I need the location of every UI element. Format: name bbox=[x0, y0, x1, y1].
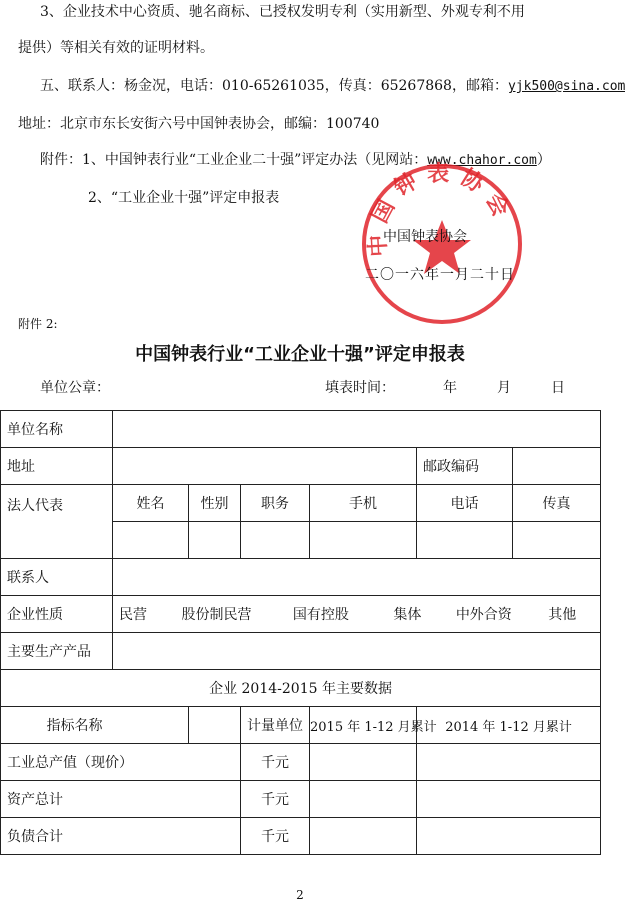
address-field[interactable] bbox=[113, 448, 417, 485]
indicator-unit: 千元 bbox=[241, 818, 310, 855]
rep-position-field[interactable] bbox=[241, 522, 310, 559]
address-label: 地址 bbox=[1, 448, 113, 485]
rep-col-position: 职务 bbox=[241, 485, 310, 522]
indicator-row bbox=[1, 781, 601, 818]
indicator-name: 工业总产值（现价） bbox=[1, 744, 241, 781]
rep-col-phone: 电话 bbox=[417, 485, 513, 522]
data-section-title: 企业 2014-2015 年主要数据 bbox=[1, 670, 601, 707]
indicator-name: 资产总计 bbox=[1, 781, 241, 818]
rep-mobile-field[interactable] bbox=[310, 522, 417, 559]
indicator-unit: 千元 bbox=[241, 744, 310, 781]
nature-option-private[interactable]: 民营 bbox=[119, 607, 147, 623]
indicator-name-header: 指标名称 bbox=[1, 707, 189, 744]
nature-option-collective[interactable]: 集体 bbox=[393, 607, 422, 623]
nature-options bbox=[113, 596, 601, 633]
contact-label: 联系人 bbox=[1, 559, 113, 596]
nature-label: 企业性质 bbox=[1, 596, 113, 633]
postal-code-field[interactable] bbox=[513, 448, 601, 485]
rep-fax-field[interactable] bbox=[513, 522, 601, 559]
year-2014-header: 2014 年 1-12 月累计 bbox=[417, 707, 601, 744]
attachment1-prefix: 附件：1、中国钟表行业“工业企业二十强”评定办法（见网站： bbox=[40, 152, 428, 168]
item3-line1: 3、企业技术中心资质、驰名商标、已授权发明专利（实用新型、外观专利不用 bbox=[40, 4, 525, 20]
unit-header-spacer bbox=[189, 707, 241, 744]
item3-line2: 提供）等相关有效的证明材料。 bbox=[18, 40, 214, 56]
contact-row bbox=[1, 559, 601, 596]
unit-header: 计量单位 bbox=[241, 707, 310, 744]
rep-gender-field[interactable] bbox=[189, 522, 241, 559]
legal-rep-header-row bbox=[1, 485, 601, 522]
unit-name-row bbox=[1, 411, 601, 448]
rep-col-fax: 传真 bbox=[513, 485, 601, 522]
fill-time-label: 填表时间： bbox=[325, 380, 395, 396]
indicator-2014-field[interactable] bbox=[417, 744, 601, 781]
address-row bbox=[1, 448, 601, 485]
rep-col-mobile: 手机 bbox=[310, 485, 417, 522]
day-label: 日 bbox=[551, 380, 565, 396]
year-2015-header: 2015 年 1-12 月累计 bbox=[310, 707, 417, 744]
contact-prefix: 五、联系人：杨金况，电话：010-65261035，传真：65267868，邮箱： bbox=[40, 78, 508, 94]
seal-text: 中国钟表协会 bbox=[365, 161, 517, 258]
signature-date: 二〇一六年一月二十日 bbox=[365, 267, 515, 283]
contact-email[interactable]: yjk500@sina.com bbox=[507, 79, 625, 94]
main-products-row bbox=[1, 633, 601, 670]
attachment2-line: 2、“工业企业十强”评定申报表 bbox=[88, 190, 280, 206]
indicator-2014-field[interactable] bbox=[417, 818, 601, 855]
legal-rep-label: 法人代表 bbox=[1, 485, 113, 559]
rep-col-name: 姓名 bbox=[113, 485, 189, 522]
month-label: 月 bbox=[497, 380, 511, 396]
indicator-2015-field[interactable] bbox=[310, 744, 417, 781]
contact-field[interactable] bbox=[113, 559, 601, 596]
indicator-header-row bbox=[1, 707, 601, 744]
main-products-field[interactable] bbox=[113, 633, 601, 670]
application-form-table bbox=[0, 410, 601, 855]
attachment1-suffix: ） bbox=[536, 152, 551, 168]
indicator-2015-field[interactable] bbox=[310, 781, 417, 818]
nature-option-joint-venture[interactable]: 中外合资 bbox=[455, 607, 512, 623]
page-number: 2 bbox=[296, 888, 304, 902]
nature-option-joint-stock-private[interactable]: 股份制民营 bbox=[181, 607, 252, 623]
nature-option-state-holding[interactable]: 国有控股 bbox=[292, 607, 349, 623]
data-title-row bbox=[1, 670, 601, 707]
unit-name-label: 单位名称 bbox=[1, 411, 113, 448]
year-label: 年 bbox=[443, 380, 457, 396]
rep-col-gender: 性别 bbox=[189, 485, 241, 522]
nature-option-other[interactable]: 其他 bbox=[548, 607, 577, 623]
contact-line bbox=[40, 77, 625, 96]
address-line: 地址：北京市东长安街六号中国钟表协会，邮编：100740 bbox=[18, 116, 380, 132]
main-products-label: 主要生产产品 bbox=[1, 633, 113, 670]
indicator-row bbox=[1, 744, 601, 781]
indicator-unit: 千元 bbox=[241, 781, 310, 818]
indicator-2014-field[interactable] bbox=[417, 781, 601, 818]
rep-phone-field[interactable] bbox=[417, 522, 513, 559]
unit-name-field[interactable] bbox=[113, 411, 601, 448]
rep-name-field[interactable] bbox=[113, 522, 189, 559]
form-title: 中国钟表行业“工业企业十强”评定申报表 bbox=[135, 344, 465, 365]
indicator-2015-field[interactable] bbox=[310, 818, 417, 855]
attachment-2-label: 附件 2: bbox=[18, 317, 58, 331]
attachment1-website[interactable]: www.chahor.com bbox=[427, 153, 537, 168]
signature-organization: 中国钟表协会 bbox=[383, 229, 467, 245]
indicator-name: 负债合计 bbox=[1, 818, 241, 855]
nature-row bbox=[1, 596, 601, 633]
indicator-row bbox=[1, 818, 601, 855]
seal-label: 单位公章： bbox=[40, 380, 110, 396]
postal-code-label: 邮政编码 bbox=[417, 448, 513, 485]
